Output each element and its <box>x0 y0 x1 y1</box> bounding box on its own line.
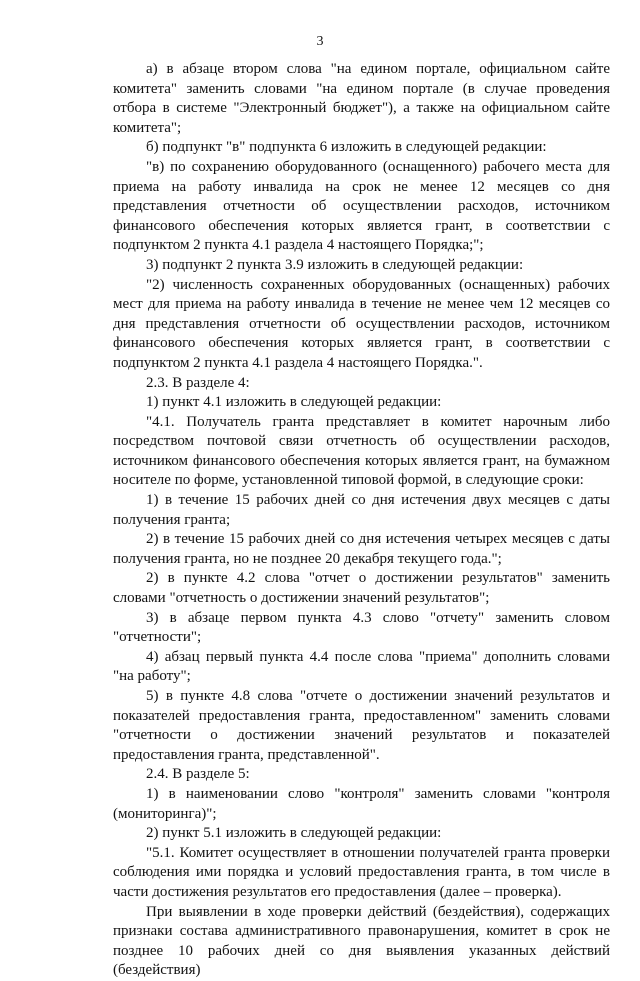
paragraph: При выявлении в ходе проверки действий (бездействия), содержащих признаки состава административного правонарушения, комитет в срок не позднее 10 рабочих дней со дня выявления указанных действий (бездействия) <box>113 903 610 979</box>
paragraph: "2) численность сохраненных оборудованных (оснащенных) рабочих мест для приема на работу инвалида в течение не менее чем 12 месяцев со дня представления отчетности об осуществлении расходов, источником финансового обеспечения которых является грант, в соответствии с подпунктом 2 пункта 4.1 раздела 4 настоящего Порядка.". <box>113 276 610 371</box>
paragraph: 4) абзац первый пункта 4.4 после слова "приема" дополнить словами "на работу"; <box>113 648 610 685</box>
document-body <box>113 60 610 981</box>
paragraph: 2) в течение 15 рабочих дней со дня истечения четырех месяцев с даты получения гранта, но не позднее 20 декабря текущего года."; <box>113 531 610 567</box>
paragraph: 3) в абзаце первом пункта 4.3 слово "отчету" заменить словом "отчетности"; <box>113 609 610 646</box>
paragraph: 2) в пункте 4.2 слова "отчет о достижении результатов" заменить словами "отчетность о достижении значений результатов"; <box>113 570 610 607</box>
paragraph: 2.4. В разделе 5: <box>146 766 250 783</box>
paragraph: "в) по сохранению оборудованного (оснащенного) рабочего места для приема на работу инвалида на срок не менее 12 месяцев со дня представления отчетности об осуществлении расходов, источником финансового обеспечения которых является грант, в соответствии с подпунктом 2 пункта 4.1 раздела 4 настоящего Порядка;"; <box>113 158 610 254</box>
paragraph: 1) пункт 4.1 изложить в следующей редакции: <box>146 394 442 411</box>
paragraph: 5) в пункте 4.8 слова "отчете о достижении значений результатов и показателей предоставления гранта, предоставленном" заменить словами "отчетности о достижении значений результатов и показателей предоставления гранта, представленной". <box>113 688 610 763</box>
paragraph: 1) в наименовании слово "контроля" заменить словами "контроля (мониторинга)"; <box>113 785 610 822</box>
paragraph: б) подпункт "в" подпункта 6 изложить в следующей редакции: <box>146 139 547 156</box>
paragraph: 1) в течение 15 рабочих дней со дня истечения двух месяцев с даты получения гранта; <box>113 492 610 528</box>
paragraph: а) в абзаце втором слова "на едином портале, официальном сайте комитета" заменить словами "на едином портале (в случае проведения отбора в системе "Электронный бюджет"), а также на официальном сайте комитета"; <box>113 61 610 136</box>
paragraph: 2) пункт 5.1 изложить в следующей редакции: <box>146 825 442 842</box>
paragraph: 2.3. В разделе 4: <box>146 374 250 391</box>
paragraph: 3) подпункт 2 пункта 3.9 изложить в следующей редакции: <box>146 256 524 273</box>
paragraph: "5.1. Комитет осуществляет в отношении получателей гранта проверки соблюдения ими порядка и условий предоставления гранта, в том числе в части достижения результатов его предоставления (далее – проверка). <box>113 844 610 900</box>
page-number: 3 <box>316 34 324 49</box>
paragraph: "4.1. Получатель гранта представляет в комитет нарочным либо посредством почтовой связи отчетность об осуществлении расходов, источником финансового обеспечения которых является грант, на бумажном носителе по форме, установленной типовой формой, в следующие сроки: <box>113 413 610 489</box>
